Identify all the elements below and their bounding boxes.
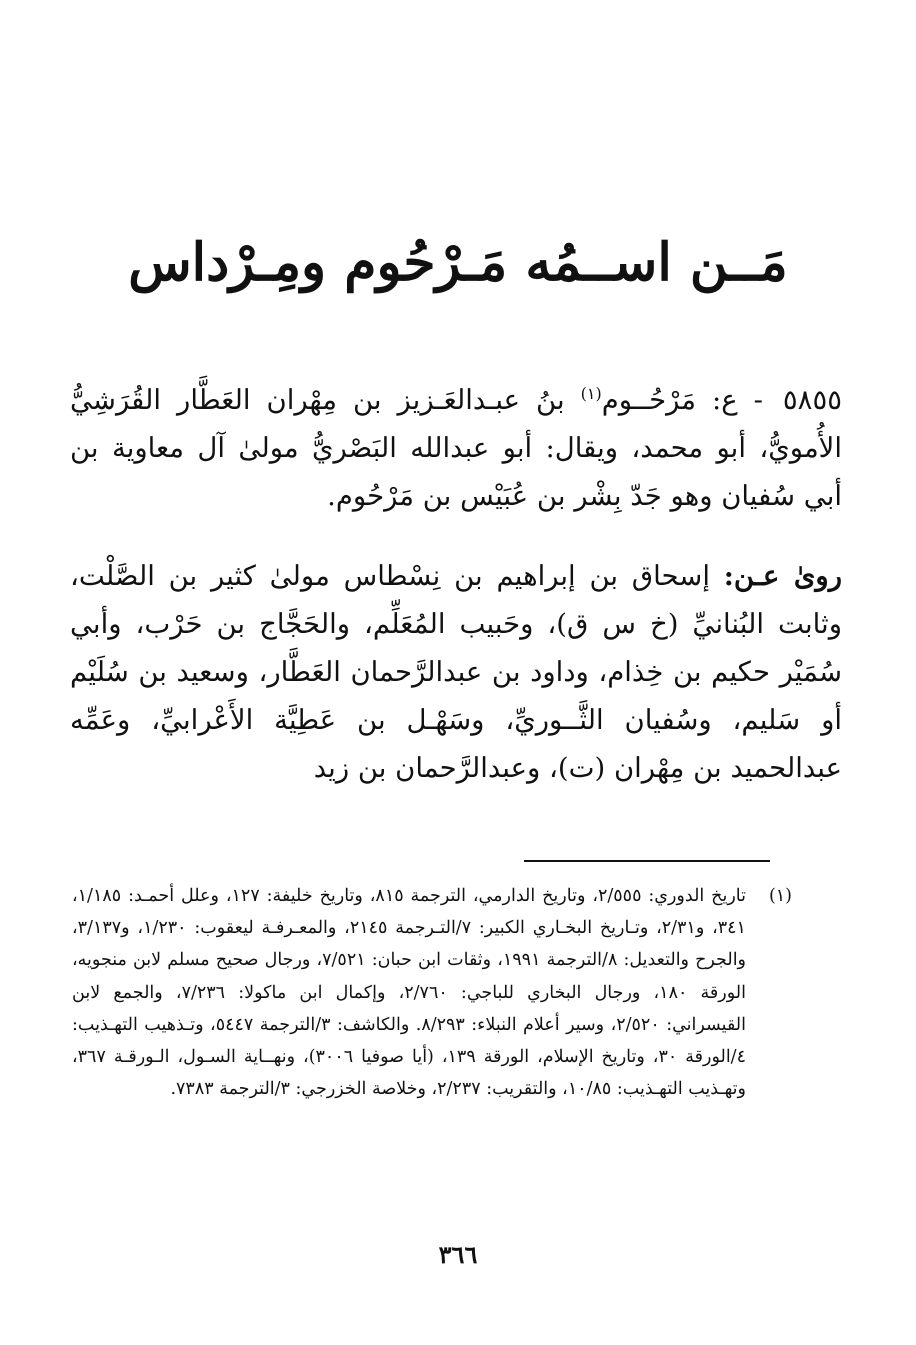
- footnote-text: تاريخ الدوري: ٢/٥٥٥، وتاريخ الدارمي، الترجمة ٨١٥، وتاريخ خليفة: ١٢٧، وعلل أحمـد: ١/١٨٥، ٣٤١، و٢/٣١، وتـاريخ البخـاري الكبير: ٧/التـرجمة ٢١٤٥، والمعـرفـة ليعقوب: ١/٢٣٠، و٣/١٣٧، والجرح والتعديل: ٨/الترجمة ١٩٩١، وثقات ابن حبان: ٧/٥٢١، ورجال صحيح مسلم لابن منجويه، الورقة ١٨٠، ورجال البخاري للباجي: ٢/٧٦٠، وإكمال ابن ماكولا: ٧/٢٣٦، والجمع لابن القيسراني: ٢/٥٢٠، وسير أعلام النبلاء: ٨/٢٩٣. والكاشف: ٣/الترجمة ٥٤٤٧، وتـذهيب التهـذيب: ٤/الورقة ٣٠، وتاريخ الإسلام، الورقة ١٣٩، (أيا صوفيا ٣٠٠٦)، ونهــاية السـول، الـورقـة ٣٦٧، وتهـذيب التهـذيب: ١٠/٨٥، والتقريب: ٢/٢٣٧، وخلاصة الخزرجي: ٣/الترجمة ٧٣٨٣.: [72, 886, 747, 1100]
- page-number: ٣٦٦: [438, 1240, 478, 1269]
- narrated-from-text: إسحاق بن إبراهيم بن نِسْطاس مولىٰ كثير بن الصَّلْت، وثابت البُنانيِّ (خ س ق)، وحَبيب المُعَلِّم، والحَجَّاج بن حَرْب، وأبي سُمَيْر حكيم بن خِذام، وداود بن عبدالرَّحمان العَطَّار، وسعيد بن سُلَيْم أو سَليم، وسُفيان الثَّــوريِّ، وسَهْـل بن عَطِيَّة الأَعْرابيِّ، وعَمِّه عبدالحميد بن مِهْران (ت)، وعبدالرَّحمان بن زيد: [70, 560, 842, 784]
- footnote-marker: (١): [768, 886, 792, 906]
- footnote-divider: [524, 860, 770, 862]
- narrated-from-label: روىٰ عـن:: [723, 560, 842, 592]
- chapter-title: مَــن اســمُه مَـرْحُوم ومِـرْداس: [128, 232, 788, 293]
- entry-number: ٥٨٥٥: [782, 384, 842, 416]
- footnote-reference[interactable]: (١): [580, 383, 602, 403]
- biography-entry: [70, 376, 842, 520]
- narrated-from-paragraph: [70, 552, 842, 792]
- entry-name-text: - ع: مَرْحُــوم: [601, 384, 763, 416]
- entry-lineage-text: بنُ عبـدالعَـزيز بن مِهْران العَطَّار القُرَشِيُّ الأُمويُّ، أبو محمد، ويقال: أبو عبدالله البَصْريُّ مولىٰ آل معاوية بن أبي سُفيان وهو جَدّ بِشْر بن عُبَيْس بن مَرْحُوم.: [70, 384, 842, 512]
- footnote: [72, 880, 792, 1105]
